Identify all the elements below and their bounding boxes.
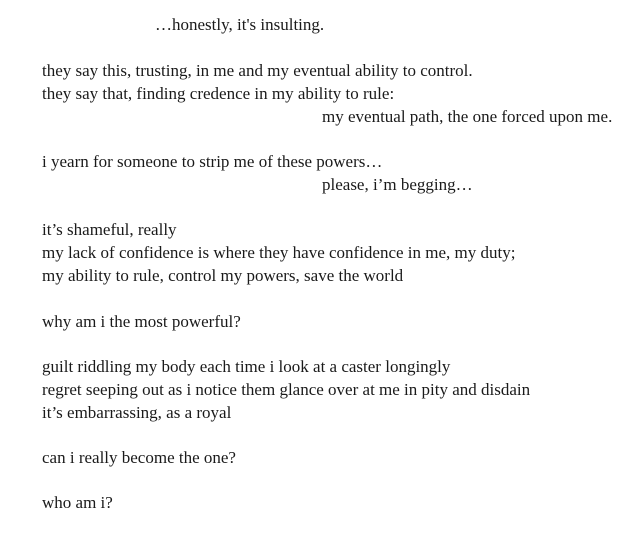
stanza-1-line-2: they say that, finding credence in my ability to rule: bbox=[42, 84, 395, 103]
stanza-5-line-3: it’s embarrassing, as a royal bbox=[42, 403, 232, 422]
stanza-3-line-1: it’s shameful, really bbox=[42, 220, 177, 239]
stanza-2-line-2: please, i’m begging… bbox=[322, 175, 473, 194]
stanza-4-line-1: why am i the most powerful? bbox=[42, 312, 241, 331]
stanza-1-line-3: my eventual path, the one forced upon me. bbox=[322, 107, 613, 126]
stanza-1-line-1: they say this, trusting, in me and my eventual ability to control. bbox=[42, 61, 473, 80]
poem-opening-line: …honestly, it's insulting. bbox=[155, 15, 325, 34]
stanza-6-line-1: can i really become the one? bbox=[42, 448, 236, 467]
stanza-3-line-3: my ability to rule, control my powers, save the world bbox=[42, 266, 404, 285]
stanza-7-line-1: who am i? bbox=[42, 493, 113, 512]
stanza-3-line-2: my lack of confidence is where they have confidence in me, my duty; bbox=[42, 243, 516, 262]
stanza-5-line-1: guilt riddling my body each time i look at a caster longingly bbox=[42, 357, 451, 376]
stanza-2-line-1: i yearn for someone to strip me of these powers… bbox=[42, 152, 383, 171]
stanza-5-line-2: regret seeping out as i notice them glance over at me in pity and disdain bbox=[42, 380, 531, 399]
